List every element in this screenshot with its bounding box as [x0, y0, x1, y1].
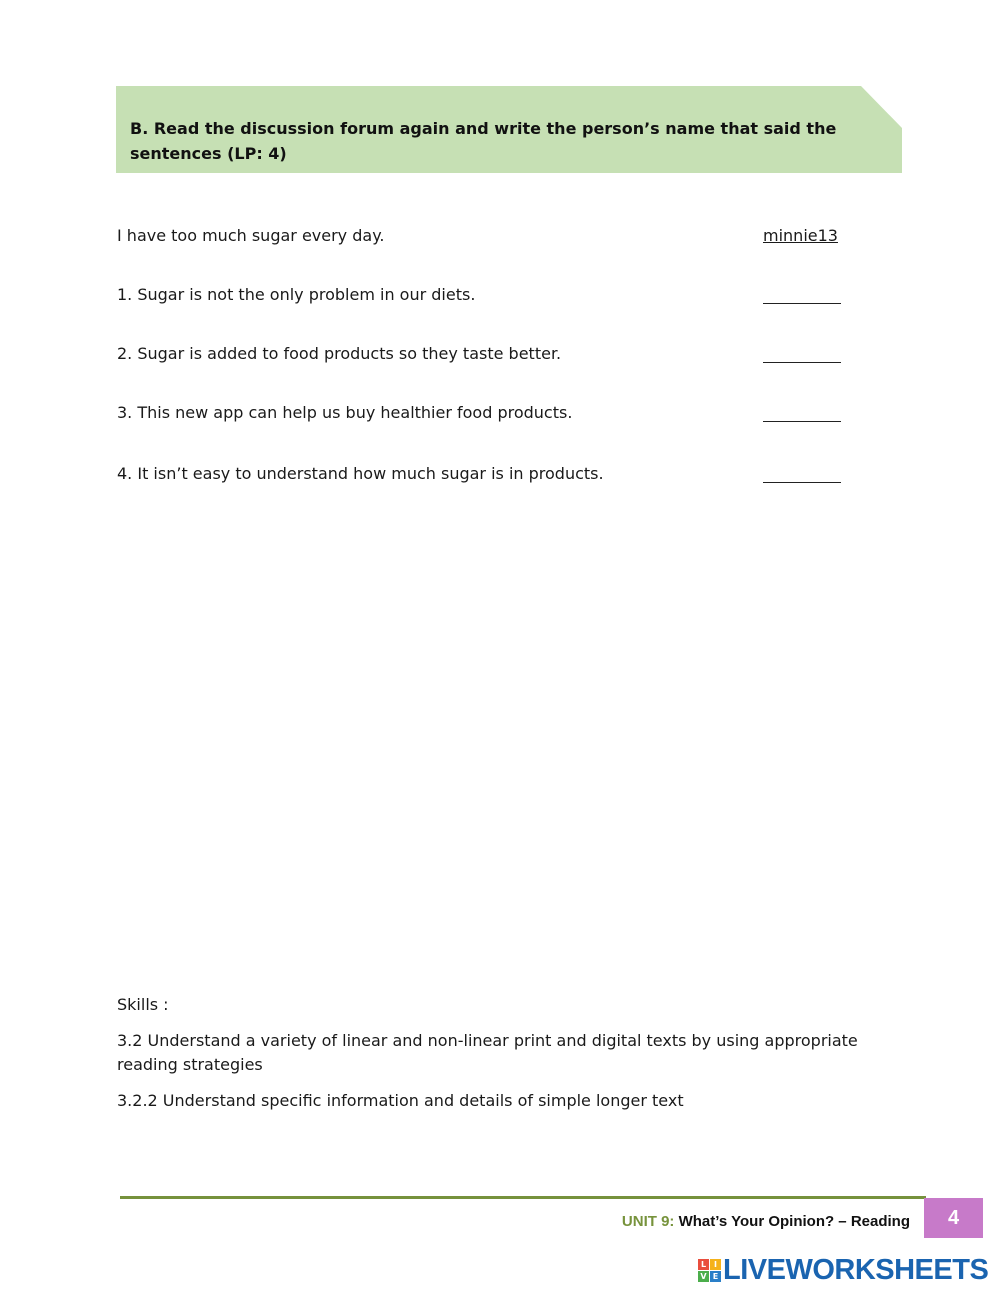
question-sentence: 2. Sugar is added to food products so they taste better.	[117, 344, 562, 363]
answer-blank[interactable]	[763, 482, 841, 483]
brand-mark-letter: I	[710, 1259, 721, 1270]
skill-item: 3.2 Understand a variety of linear and non-linear print and digital texts by using appropriate reading strategies	[117, 1031, 858, 1074]
example-sentence: I have too much sugar every day.	[117, 226, 385, 245]
footer-unit-label: UNIT 9:	[621, 1213, 675, 1230]
brand-mark-icon	[698, 1259, 721, 1282]
answer-blank[interactable]	[763, 362, 841, 363]
answer-blank[interactable]	[763, 303, 841, 304]
question-sentence: 1. Sugar is not the only problem in our diets.	[117, 285, 476, 304]
answer-blank[interactable]	[763, 421, 841, 422]
instruction-text: B. Read the discussion forum again and write the person’s name that said the sentences (LP: 4)	[130, 119, 837, 163]
skills-heading: Skills :	[117, 995, 169, 1014]
liveworksheets-logo	[698, 1255, 988, 1285]
footer-title	[622, 1213, 910, 1230]
brand-name: LIVEWORKSHEETS	[723, 1253, 989, 1286]
page-number: 4	[924, 1198, 983, 1238]
brand-mark-letter: L	[698, 1259, 709, 1270]
skill-item: 3.2.2 Understand specific information and details of simple longer text	[117, 1091, 684, 1110]
brand-mark-letter: V	[698, 1271, 709, 1282]
question-sentence: 4. It isn’t easy to understand how much sugar is in products.	[117, 464, 604, 483]
question-sentence: 3. This new app can help us buy healthier food products.	[117, 403, 573, 422]
footer-unit-title: What’s Your Opinion? – Reading	[678, 1213, 910, 1230]
brand-mark-letter: E	[710, 1271, 721, 1282]
footer-divider	[120, 1196, 926, 1199]
example-answer: minnie13	[763, 226, 838, 245]
